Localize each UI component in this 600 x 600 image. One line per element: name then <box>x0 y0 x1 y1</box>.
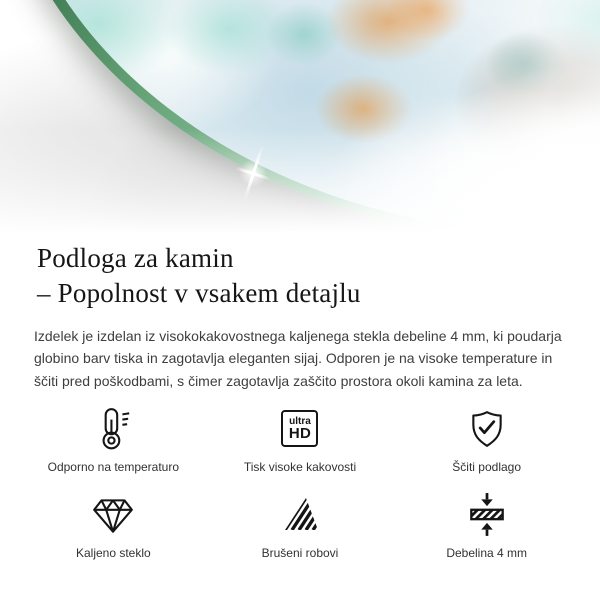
feature-item-thickness <box>393 491 580 560</box>
shield-check-icon <box>466 405 508 452</box>
feature-label: Debelina 4 mm <box>446 546 528 561</box>
feature-item-print-quality <box>207 405 394 474</box>
thickness-icon <box>464 491 510 538</box>
feature-label: Kaljeno steklo <box>75 546 151 561</box>
feature-label: Ščiti podlago <box>452 460 522 475</box>
feature-item-protection <box>393 405 580 474</box>
page-title <box>37 241 570 311</box>
image-fade-overlay <box>0 0 600 238</box>
page-title-line2: – Popolnost v vsakem detajlu <box>37 278 361 308</box>
feature-item-ground-edges <box>207 491 394 560</box>
feature-grid <box>20 405 580 560</box>
feature-label: Tisk visoke kakovosti <box>243 460 357 475</box>
ultra-hd-icon: ultra HD <box>281 405 318 452</box>
diamond-icon <box>90 491 136 538</box>
feature-label: Odporno na temperaturo <box>47 460 180 475</box>
feature-item-tempered-glass <box>20 491 207 560</box>
content-section <box>0 241 600 392</box>
thermometer-icon <box>91 405 135 452</box>
product-image <box>0 0 600 238</box>
page-title-line1: Podloga za kamin <box>37 243 234 273</box>
product-description: Izdelek je izdelan iz visokokakovostnega kaljenega stekla debeline 4 mm, ki poudarja globino barv tiska in zagotavlja eleganten sijaj. Odporen je na visoke temperature in ščiti pred poškodbami, s čimer zagotavlja zaščito prostora okoli kamina za leta. <box>34 328 562 389</box>
feature-item-temperature <box>20 405 207 474</box>
ground-edges-icon <box>278 491 322 538</box>
feature-label: Brušeni robovi <box>261 546 339 561</box>
